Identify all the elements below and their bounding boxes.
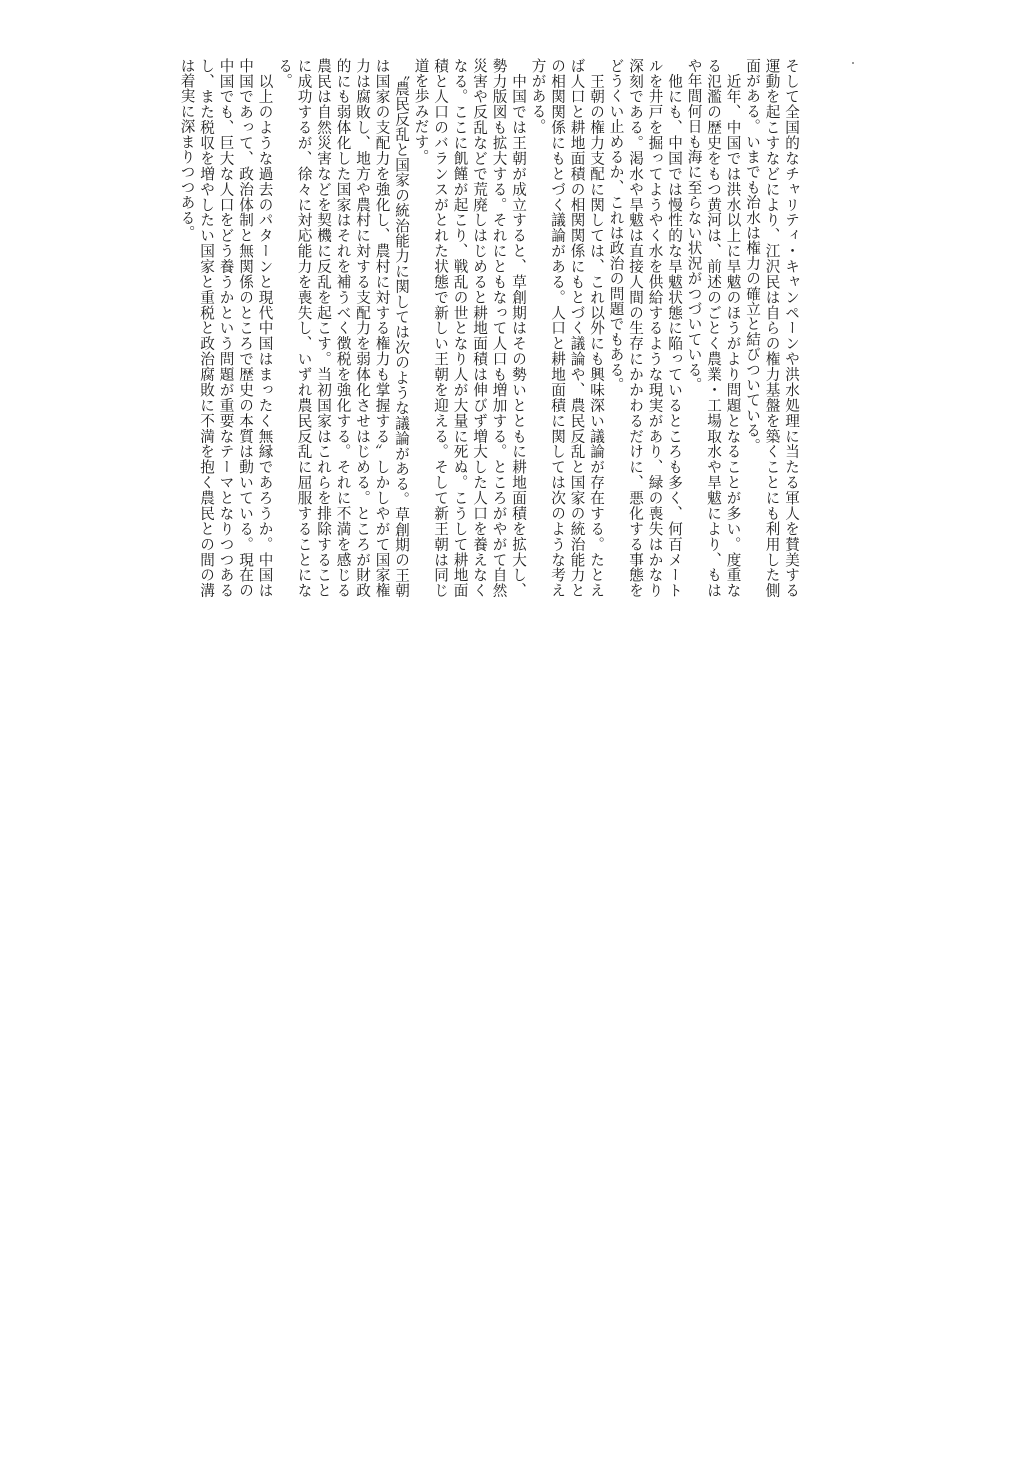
paragraph-3: 他にも、中国では慢性的な旱魃状態に陥っているところも多く、何百メートルを井戸を掘ってようやく水を供給するような現実があり、緑の喪失はかなり深刻である。渇水や旱魃は直接人間の生存にかかわるだけに、悪化する事態をどうくい止めるか、これは政治の問題でもある。 xyxy=(607,58,683,598)
paragraph-7: 以上のような過去のパターンと現代中国はまったく無縁であろうか。中国は中国であって、政治体制と無関係のところで歴史の本質は動いている。現在の中国でも、巨大な人口をどう養うかという問題が重要なテーマとなりつつあるし、また税収を増やしたい国家と重税と政治腐敗に不満を抱く農民との間の溝は着実に深まりつつある。 xyxy=(178,58,274,598)
scan-speck xyxy=(852,62,854,64)
paragraph-4: 王朝の権力支配に関しては、これ以外にも興味深い議論が存在する。たとえば人口と耕地面積の相関関係にもとづく議論や、農民反乱と国家の統治能力との相関関係にもとづく議論がある。人口と耕地面積に関しては次のような考え方がある。 xyxy=(529,58,605,598)
vertical-text-body xyxy=(41,58,801,598)
paragraph-5: 中国では王朝が成立すると、草創期はその勢いとともに耕地面積を拡大し、勢力版図も拡大する。それにともなって人口も増加する。ところがやがて自然災害や反乱などで荒廃しはじめると耕地面積は伸びず増大した人口を養えなくなる。ここに飢饉が起こり、戦乱の世となり人が大量に死ぬ。こうして耕地面積と人口のバランスがとれた状態で新しい王朝を迎える。そして新王朝は同じ道を歩みだす。 xyxy=(412,58,527,598)
paragraph-1: そして全国的なチャリティ・キャンペーンや洪水処理に当たる軍人を賛美する運動を起こすなどにより、江沢民は自らの権力基盤を築くことにも利用した側面がある。いまでも治水は権力の確立と結びついている。 xyxy=(744,58,800,598)
paragraph-2: 近年、中国では洪水以上に旱魃のほうがより問題となることが多い。度重なる氾濫の歴史をもつ黄河は、前述のごとく農業・工場取水や旱魃により、もはや年間何日も海に至らない状況がつづいている。 xyxy=(685,58,742,598)
paragraph-6: 〝農民反乱と国家の統治能力に関しては次のような議論がある。草創期の王朝は国家の支配力を強化し、農村に対する権力も掌握する〟しかしやがて国家権力は腐敗し、地方や農村に対する支配力を弱体化させはじめる。ところが財政的にも弱体化した国家はそれを補うべく徴税を強化する。それに不満を感じる農民は自然災害などを契機に反乱を起こす。当初国家はこれらを排除することに成功するが、徐々に対応能力を喪失し、いずれ農民反乱に屈服することになる。 xyxy=(276,58,410,598)
